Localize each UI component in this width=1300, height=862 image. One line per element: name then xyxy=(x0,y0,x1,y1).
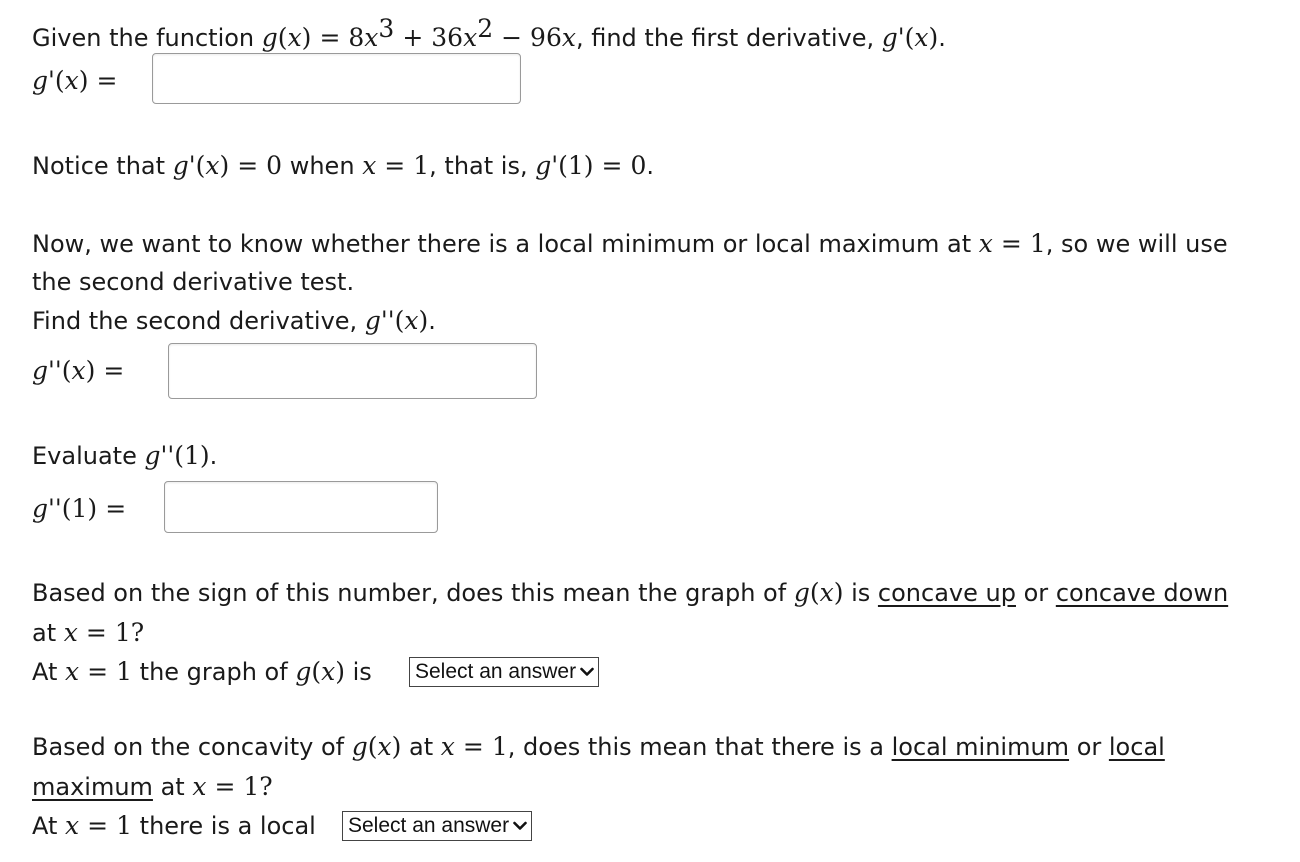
local-maximum-link-part2[interactable]: maximum xyxy=(32,773,153,801)
second-derivative-intro-line1: Now, we want to know whether there is a local minimum or local maximum at x = 1, so we will use xyxy=(32,229,1228,258)
extremum-select[interactable] xyxy=(342,811,532,841)
chevron-down-icon xyxy=(580,665,594,679)
concavity-select-value: Select an answer xyxy=(415,660,577,683)
concave-up-link[interactable]: concave up xyxy=(877,579,1016,607)
local-maximum-link-part1[interactable]: local xyxy=(1108,733,1165,761)
extremum-select-value: Select an answer xyxy=(348,814,510,837)
concavity-select[interactable] xyxy=(409,657,599,687)
first-derivative-label: g'(x) = xyxy=(32,66,118,95)
concave-down-link[interactable]: concave down xyxy=(1055,579,1229,607)
concavity-question-line2: at x = 1? xyxy=(32,618,145,647)
second-derivative-prompt: Find the second derivative, g''(x). xyxy=(32,306,436,335)
second-derivative-label: g''(x) = xyxy=(32,356,125,385)
extremum-question-line2: maximum at x = 1? xyxy=(32,772,273,801)
evaluate-prompt: Evaluate g''(1). xyxy=(32,441,218,470)
chevron-down-icon xyxy=(513,819,527,833)
second-derivative-input[interactable] xyxy=(168,343,537,399)
first-derivative-input[interactable] xyxy=(152,53,521,104)
second-derivative-intro-line2: the second derivative test. xyxy=(32,268,355,296)
extremum-question-line1: Based on the concavity of g(x) at x = 1, does this mean that there is a local minimum or local xyxy=(32,732,1165,761)
extremum-answer-line: At x = 1 there is a local xyxy=(32,811,316,840)
concavity-answer-line: At x = 1 the graph of g(x) is xyxy=(32,657,372,686)
notice-critical-point-text: Notice that g'(x) = 0 when x = 1, that is, g'(1) = 0. xyxy=(32,151,655,180)
question-first-derivative-text: Given the function $g(x) = 8x^3 + 36x^2 - 96x$, find the first derivative, g'(x). xyxy=(32,14,946,52)
local-minimum-link[interactable]: local minimum xyxy=(891,733,1070,761)
second-derivative-at-1-label: g''(1) = xyxy=(32,494,127,523)
concavity-question-line1: Based on the sign of this number, does this mean the graph of g(x) is concave up or concave down xyxy=(32,578,1229,607)
second-derivative-at-1-input[interactable] xyxy=(164,481,438,533)
